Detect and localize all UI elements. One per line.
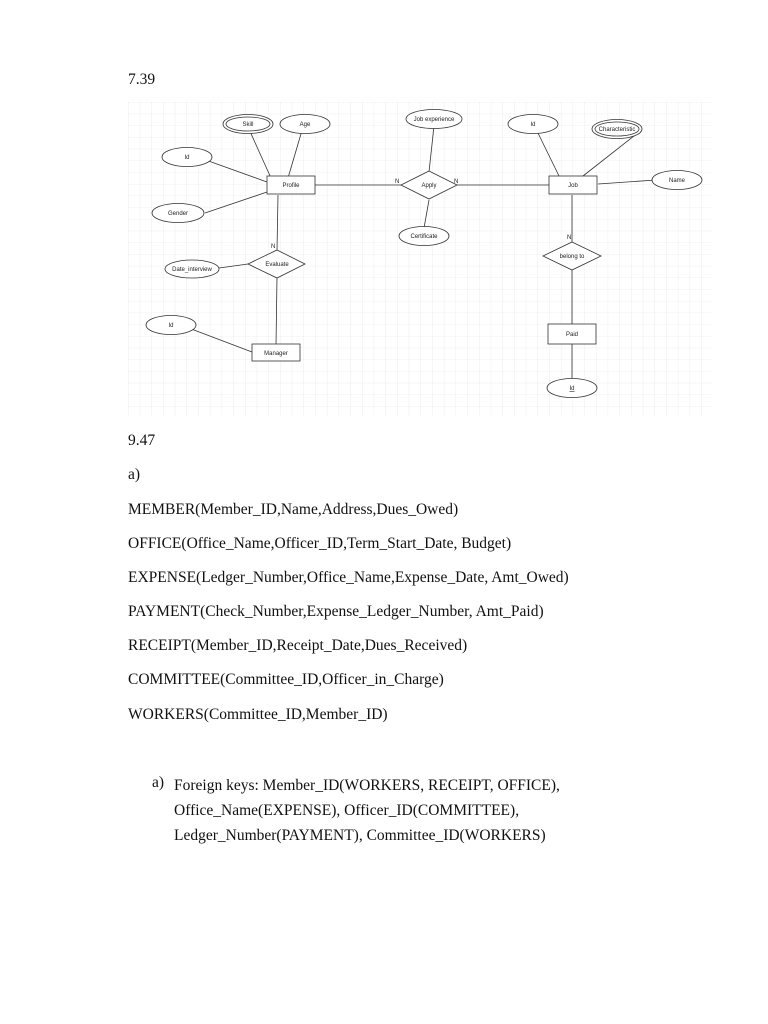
- diagram-grid-background: [128, 102, 712, 416]
- foreign-keys-block: [174, 773, 560, 848]
- cardinality-job-belong: N: [567, 235, 572, 241]
- cardinality-profile-evaluate: N: [271, 244, 276, 250]
- attribute-name: [652, 171, 702, 190]
- relation-workers: WORKERS(Committee_ID,Member_ID): [128, 706, 388, 723]
- svg-text:Id: Id: [530, 122, 536, 128]
- foreign-keys-line-2: Office_Name(EXPENSE), Officer_ID(COMMITTEE),: [174, 802, 520, 819]
- attribute-certificate: [399, 227, 449, 246]
- part-a-label: a): [128, 466, 141, 483]
- relation-member: MEMBER(Member_ID,Name,Address,Dues_Owed): [128, 501, 459, 518]
- entity-job: [549, 176, 597, 194]
- entity-manager: [252, 344, 300, 361]
- section-heading-7-39: 7.39: [128, 71, 156, 88]
- attribute-job-id: [508, 115, 558, 134]
- attribute-manager-id: [146, 316, 196, 335]
- svg-text:Skill: Skill: [242, 122, 254, 128]
- relation-committee: COMMITTEE(Committee_ID,Officer_in_Charge): [128, 671, 444, 688]
- svg-text:Job experience: Job experience: [413, 117, 455, 123]
- attribute-characteristic: [592, 120, 642, 139]
- attribute-age: [280, 115, 330, 134]
- attribute-date-interview: [165, 260, 219, 278]
- attribute-paid-id: [547, 379, 597, 398]
- entity-paid: [548, 324, 596, 344]
- svg-text:Id: Id: [168, 323, 174, 329]
- svg-text:belong to: belong to: [559, 254, 585, 260]
- svg-text:Paid: Paid: [565, 332, 579, 338]
- relation-expense: EXPENSE(Ledger_Number,Office_Name,Expense_Date, Amt_Owed): [128, 569, 569, 586]
- svg-text:Age: Age: [299, 122, 311, 128]
- svg-text:Manager: Manager: [264, 351, 288, 357]
- foreign-keys-marker: a): [152, 774, 165, 791]
- svg-text:Id: Id: [184, 155, 190, 161]
- foreign-keys-line-1: Foreign keys: Member_ID(WORKERS, RECEIPT, OFFICE),: [174, 777, 560, 794]
- section-heading-9-47: 9.47: [128, 432, 156, 449]
- svg-text:Characteristic: Characteristic: [598, 127, 636, 133]
- cardinality-apply-job: N: [454, 179, 459, 185]
- svg-text:Gender: Gender: [167, 211, 189, 217]
- cardinality-profile-apply: N: [395, 179, 400, 185]
- svg-text:Apply: Apply: [421, 183, 437, 189]
- attribute-job-experience: [406, 110, 462, 129]
- er-diagram: [128, 102, 712, 416]
- relation-receipt: RECEIPT(Member_ID,Receipt_Date,Dues_Received): [128, 637, 468, 654]
- svg-text:Date_interview: Date_interview: [172, 267, 212, 273]
- entity-profile: [267, 176, 315, 194]
- attribute-skill: [223, 115, 273, 134]
- foreign-keys-line-3: Ledger_Number(PAYMENT), Committee_ID(WORKERS): [174, 827, 546, 844]
- relation-office: OFFICE(Office_Name,Officer_ID,Term_Start_Date, Budget): [128, 535, 512, 552]
- attribute-gender: [152, 204, 204, 223]
- svg-text:Id: Id: [569, 386, 575, 392]
- svg-text:Profile: Profile: [282, 183, 300, 189]
- attribute-profile-id: [162, 148, 212, 167]
- svg-text:Name: Name: [668, 178, 686, 184]
- relation-payment: PAYMENT(Check_Number,Expense_Ledger_Number, Amt_Paid): [128, 603, 544, 620]
- svg-text:Job: Job: [568, 183, 578, 189]
- svg-text:Evaluate: Evaluate: [265, 262, 289, 268]
- svg-text:Certificate: Certificate: [410, 234, 438, 240]
